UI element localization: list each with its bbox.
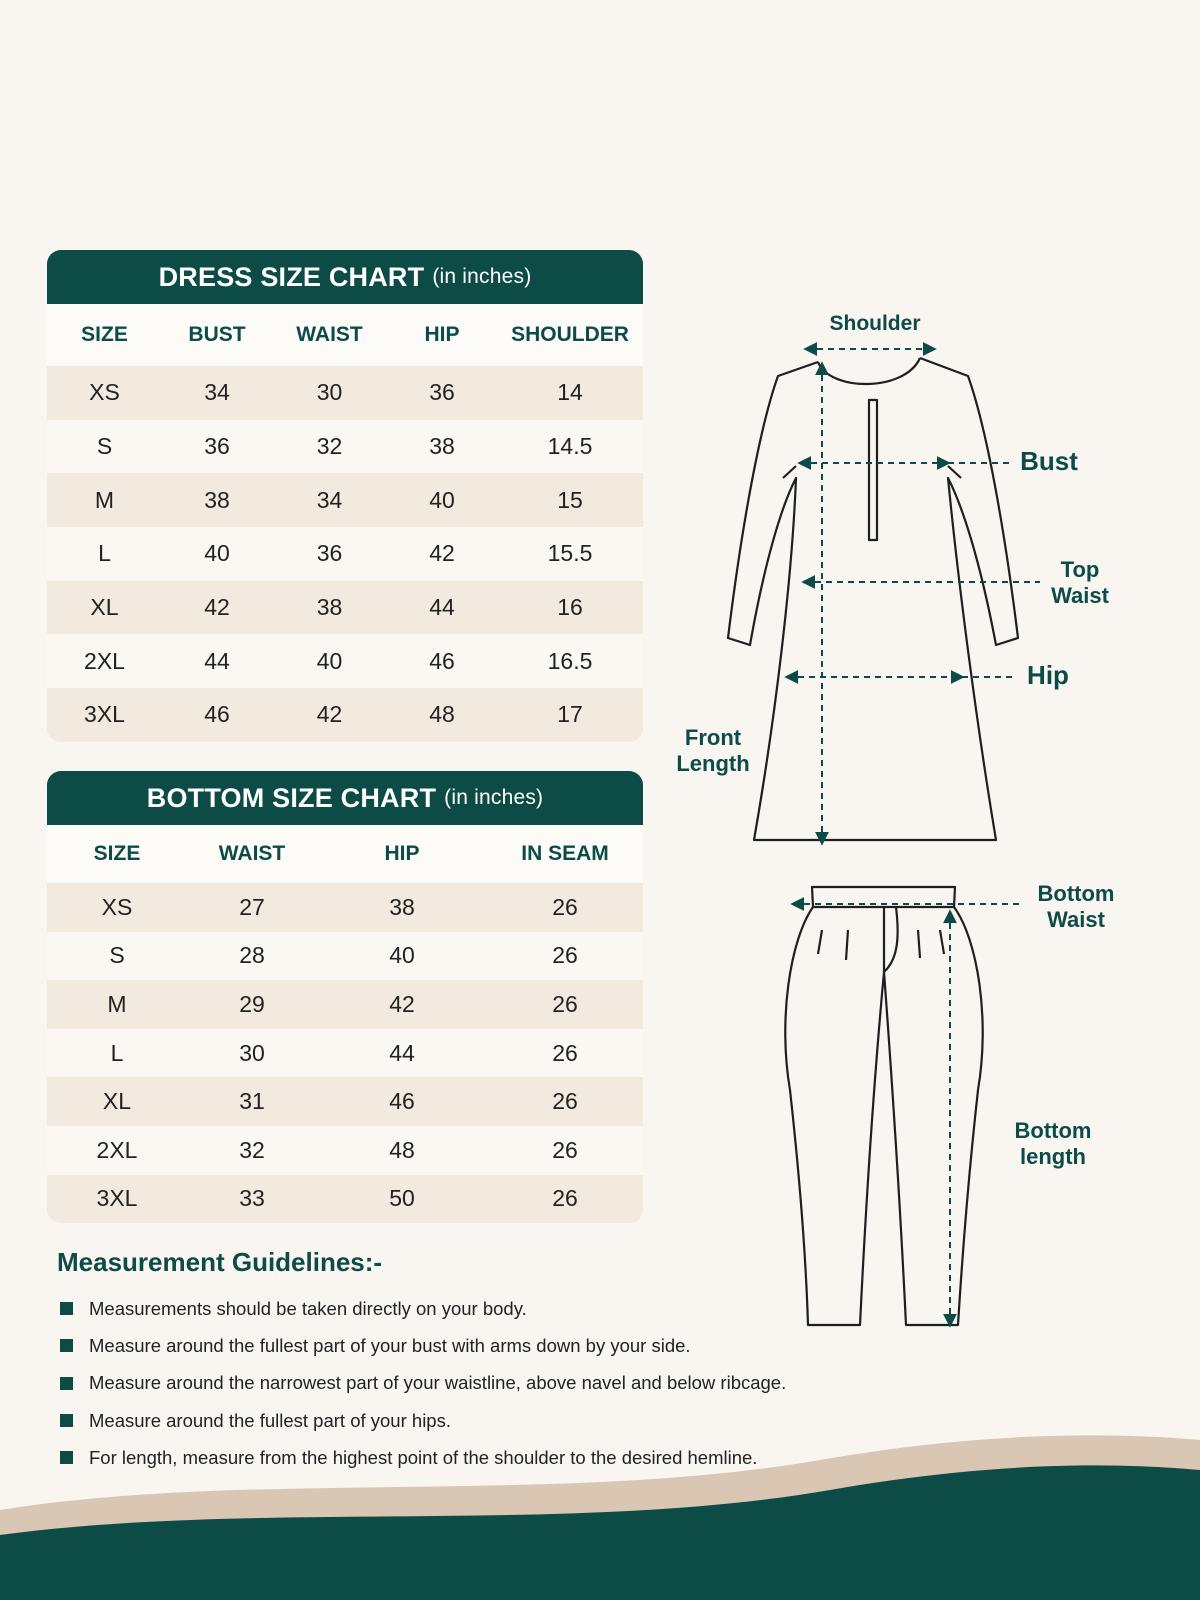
waist-cell: 28 (187, 932, 317, 981)
waist-cell: 30 (187, 1029, 317, 1078)
bottom-length-label (1003, 1118, 1103, 1171)
hip-cell: 42 (387, 527, 497, 581)
bottom-waist-label-line1: Bottom (1037, 881, 1115, 906)
bust-cell: 36 (162, 420, 272, 474)
shoulder-cell: 16 (497, 581, 643, 635)
size-cell: S (47, 420, 162, 474)
in-seam-cell: 26 (487, 932, 643, 981)
waist-cell: 32 (187, 1126, 317, 1175)
guideline-text: Measure around the fullest part of your hips. (89, 1409, 451, 1431)
footer-wave (0, 1435, 1200, 1600)
waist-cell: 30 (272, 366, 387, 420)
size-cell: 3XL (47, 1175, 187, 1224)
hip-cell: 40 (317, 932, 487, 981)
dress-chart-title-text: DRESS SIZE CHART (158, 261, 425, 292)
dress-chart-unit: (in inches) (432, 265, 532, 288)
shoulder-cell: 14 (497, 366, 643, 420)
dress-illustration (728, 358, 1018, 840)
size-cell: M (47, 473, 162, 527)
size-cell: XL (47, 1077, 187, 1126)
size-cell: 2XL (47, 634, 162, 688)
bust-cell: 38 (162, 473, 272, 527)
bottom-length-label-line1: Bottom (1014, 1118, 1092, 1143)
bottom-waist-label (1026, 881, 1126, 934)
waist-cell: 33 (187, 1175, 317, 1224)
hip-label: Hip (1027, 660, 1069, 690)
hip-cell: 42 (317, 980, 487, 1029)
waist-cell: 32 (272, 420, 387, 474)
top-waist-label (1040, 557, 1120, 610)
in-seam-cell: 26 (487, 883, 643, 932)
bust-cell: 34 (162, 366, 272, 420)
waist-cell: 42 (272, 688, 387, 742)
column-header-size: SIZE (47, 825, 187, 883)
column-header-shoulder: SHOULDER (497, 304, 643, 366)
hip-cell: 46 (317, 1077, 487, 1126)
column-header-size: SIZE (47, 304, 162, 366)
front-length-label-line2: Length (676, 751, 750, 777)
in-seam-cell: 26 (487, 1175, 643, 1224)
waist-cell: 38 (272, 581, 387, 635)
size-cell: XS (47, 366, 162, 420)
column-header-hip: HIP (387, 304, 497, 366)
hip-cell: 38 (387, 420, 497, 474)
shoulder-label: Shoulder (829, 312, 921, 335)
top-waist-label-line2: Waist (1051, 583, 1109, 609)
waist-cell: 27 (187, 883, 317, 932)
guidelines-title: Measurement Guidelines:- (57, 1247, 383, 1277)
waist-cell: 36 (272, 527, 387, 581)
column-header-waist: WAIST (272, 304, 387, 366)
shoulder-cell: 17 (497, 688, 643, 742)
waist-cell: 34 (272, 473, 387, 527)
bottom-length-label-line2: length (1020, 1144, 1086, 1170)
front-length-label (668, 725, 758, 778)
size-cell: M (47, 980, 187, 1029)
bust-cell: 40 (162, 527, 272, 581)
shoulder-cell: 15.5 (497, 527, 643, 581)
hip-cell: 48 (387, 688, 497, 742)
size-cell: 3XL (47, 688, 162, 742)
hip-cell: 44 (387, 581, 497, 635)
waist-cell: 31 (187, 1077, 317, 1126)
in-seam-cell: 26 (487, 1029, 643, 1078)
waist-cell: 29 (187, 980, 317, 1029)
pants-illustration (785, 887, 982, 1325)
hip-cell: 44 (317, 1029, 487, 1078)
size-cell: XS (47, 883, 187, 932)
waist-cell: 40 (272, 634, 387, 688)
column-header-hip: HIP (317, 825, 487, 883)
size-cell: 2XL (47, 1126, 187, 1175)
front-length-label-line1: Front (684, 725, 742, 750)
size-cell: L (47, 1029, 187, 1078)
hip-cell: 36 (387, 366, 497, 420)
top-waist-label-line1: Top (1060, 557, 1100, 582)
shoulder-cell: 14.5 (497, 420, 643, 474)
hip-cell: 38 (317, 883, 487, 932)
measurement-lines (787, 349, 1040, 1325)
bust-cell: 46 (162, 688, 272, 742)
guideline-text: For length, measure from the highest point of the shoulder to the desired hemline. (89, 1446, 758, 1468)
bust-label: Bust (1020, 446, 1078, 476)
bust-cell: 44 (162, 634, 272, 688)
shoulder-cell: 15 (497, 473, 643, 527)
shoulder-cell: 16.5 (497, 634, 643, 688)
bottom-chart-unit: (in inches) (444, 786, 544, 809)
size-cell: XL (47, 581, 162, 635)
column-header-bust: BUST (162, 304, 272, 366)
bottom-chart-title-text: BOTTOM SIZE CHART (146, 782, 437, 813)
column-header-in-seam: IN SEAM (487, 825, 643, 883)
guideline-text: Measure around the fullest part of your bust with arms down by your side. (89, 1334, 691, 1356)
in-seam-cell: 26 (487, 1126, 643, 1175)
hip-cell: 46 (387, 634, 497, 688)
bust-cell: 42 (162, 581, 272, 635)
in-seam-cell: 26 (487, 1077, 643, 1126)
guideline-text: Measure around the narrowest part of your waistline, above navel and below ribcage. (89, 1372, 787, 1394)
size-cell: S (47, 932, 187, 981)
hip-cell: 40 (387, 473, 497, 527)
hip-cell: 48 (317, 1126, 487, 1175)
bottom-waist-label-line2: Waist (1047, 907, 1105, 933)
size-cell: L (47, 527, 162, 581)
column-header-waist: WAIST (187, 825, 317, 883)
guideline-text: Measurements should be taken directly on your body. (89, 1297, 527, 1319)
in-seam-cell: 26 (487, 980, 643, 1029)
hip-cell: 50 (317, 1175, 487, 1224)
